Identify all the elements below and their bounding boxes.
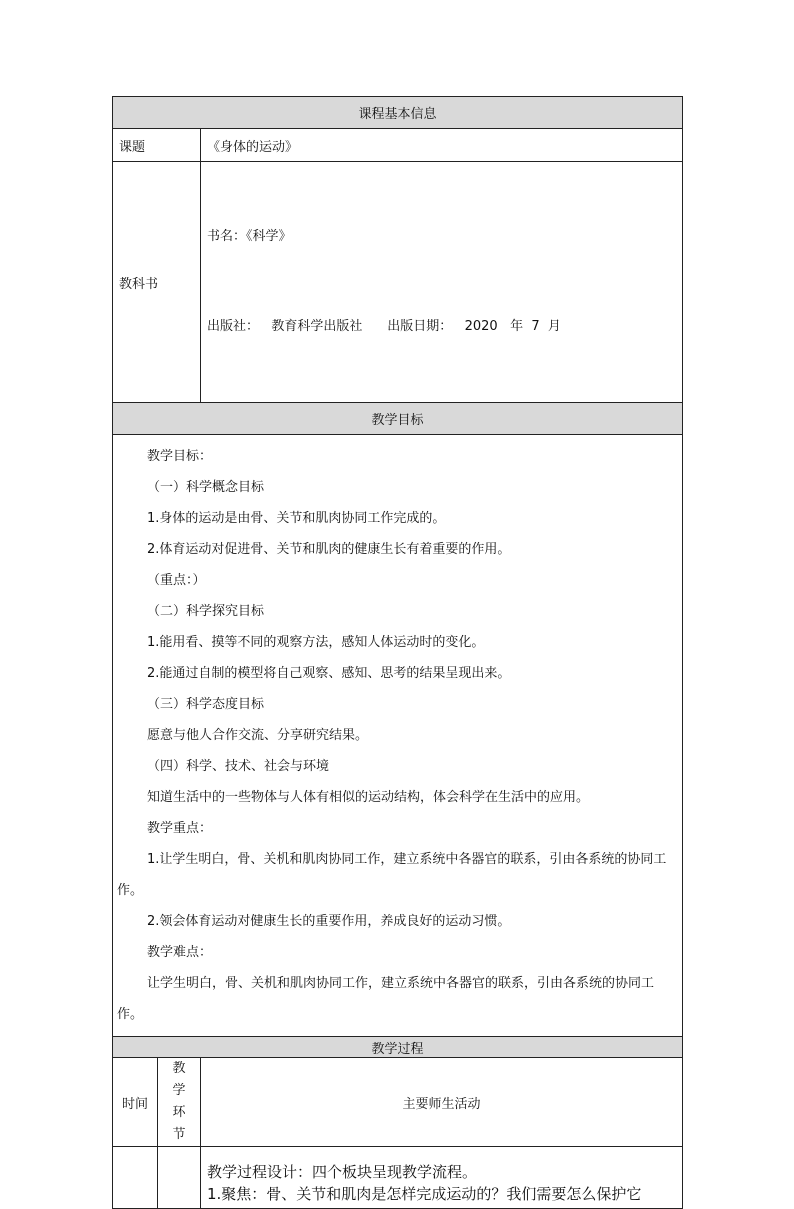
process-header-row bbox=[113, 1037, 683, 1058]
process-row bbox=[113, 1147, 683, 1209]
process-activity-cell bbox=[201, 1147, 683, 1209]
objectives-header: 教学目标 bbox=[113, 403, 683, 435]
process-header: 教学过程 bbox=[113, 1037, 683, 1058]
objective-line: （二）科学探究目标 bbox=[147, 604, 265, 619]
basic-info-header-row bbox=[113, 97, 683, 129]
process-time-cell bbox=[113, 1147, 158, 1209]
lesson-plan-sheet bbox=[112, 96, 682, 1209]
basic-info-header: 课程基本信息 bbox=[113, 97, 683, 129]
publisher-line: 出版社： 教育科学出版社 出版日期： 2020 年 7 月 bbox=[207, 319, 561, 334]
objective-line: （一）科学概念目标 bbox=[147, 480, 265, 495]
process-line: 教学过程设计：四个板块呈现教学流程。 bbox=[207, 1163, 478, 1181]
process-line: 1.聚焦：骨、关节和肌肉是怎样完成运动的？我们需要怎么保护它 bbox=[207, 1185, 642, 1203]
objective-line: 1.让学生明白，骨、关机和肌肉协同工作，建立系统中各器官的联系，引由各系统的协同工作。 bbox=[117, 852, 667, 898]
book-name: 书名：《科学》 bbox=[207, 229, 292, 244]
objective-line: 教学重点： bbox=[147, 821, 213, 836]
objective-line: 2.能通过自制的模型将自己观察、感知、思考的结果呈现出来。 bbox=[147, 666, 511, 681]
objective-line: （三）科学态度目标 bbox=[147, 697, 265, 712]
topic-row bbox=[113, 129, 683, 162]
topic-value: 《身体的运动》 bbox=[201, 129, 683, 162]
process-columns-row bbox=[113, 1058, 683, 1147]
objective-line: （四）科学、技术、社会与环境 bbox=[147, 759, 330, 774]
process-stage-cell bbox=[158, 1147, 201, 1209]
textbook-label: 教科书 bbox=[113, 162, 201, 403]
objective-line: 2.体育运动对促进骨、关节和肌肉的健康生长有着重要的作用。 bbox=[147, 542, 511, 557]
objective-line: 知道生活中的一些物体与人体有相似的运动结构，体会科学在生活中的应用。 bbox=[147, 790, 590, 805]
objectives-content bbox=[113, 435, 683, 1037]
textbook-row bbox=[113, 162, 683, 403]
col-time: 时间 bbox=[113, 1058, 158, 1147]
col-stage bbox=[158, 1058, 201, 1147]
objectives-row bbox=[113, 435, 683, 1037]
objective-line: 愿意与他人合作交流、分享研究结果。 bbox=[147, 728, 369, 743]
lesson-plan-table bbox=[112, 96, 683, 1209]
objective-line: （重点：） bbox=[147, 573, 206, 588]
objective-line: 1.能用看、摸等不同的观察方法，感知人体运动时的变化。 bbox=[147, 635, 485, 650]
topic-label: 课题 bbox=[113, 129, 201, 162]
textbook-details bbox=[201, 162, 683, 403]
objectives-header-row bbox=[113, 403, 683, 435]
col-activity: 主要师生活动 bbox=[201, 1058, 683, 1147]
objective-line: 1.身体的运动是由骨、关节和肌肉协同工作完成的。 bbox=[147, 511, 446, 526]
objective-line: 2.领会体育运动对健康生长的重要作用，养成良好的运动习惯。 bbox=[147, 914, 511, 929]
col-stage-label: 教学环节 bbox=[172, 1061, 186, 1142]
objective-line: 让学生明白，骨、关机和肌肉协同工作，建立系统中各器官的联系，引由各系统的协同工作。 bbox=[117, 976, 655, 1022]
objective-line: 教学目标： bbox=[147, 449, 213, 464]
objective-line: 教学难点： bbox=[147, 945, 213, 960]
